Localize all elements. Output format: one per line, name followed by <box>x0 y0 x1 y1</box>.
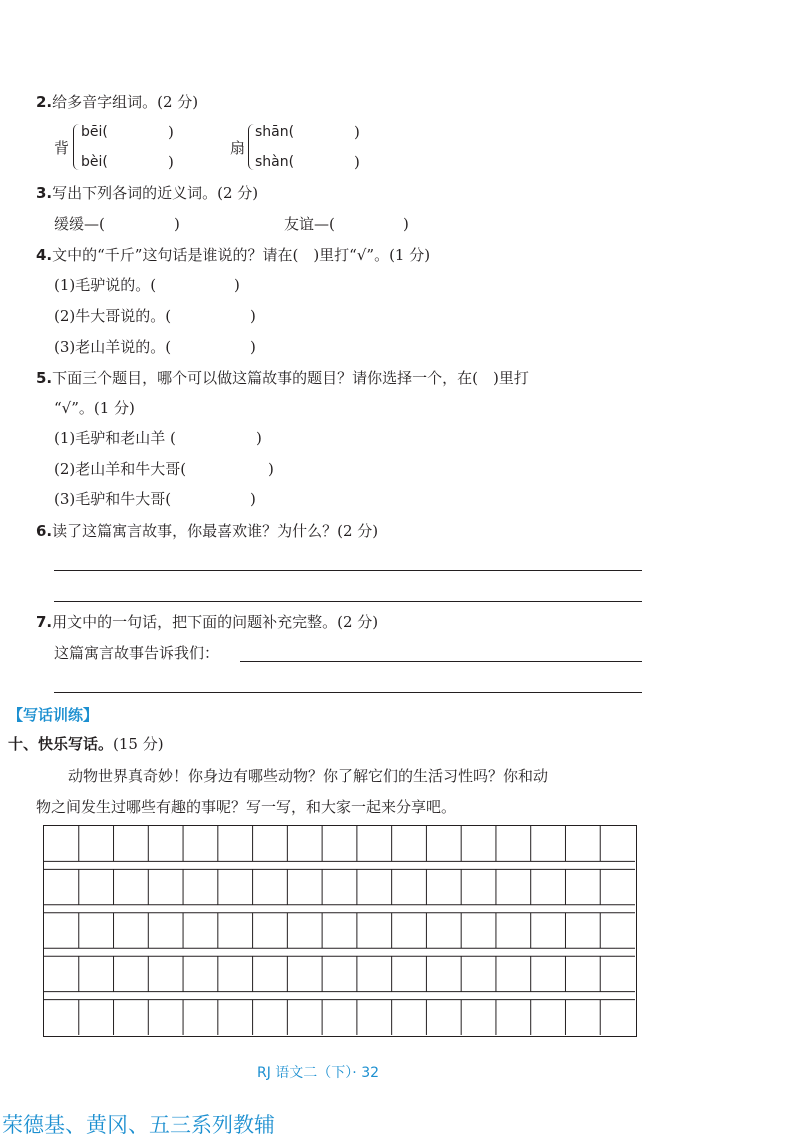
q2-char2-reading2: shàn( <box>255 154 295 170</box>
q5-text-line2: “√”。(1 分) <box>54 399 135 417</box>
section-prompt-line2: 物之间发生过哪些有趣的事呢？写一写，和大家一起来分享吧。 <box>36 798 457 816</box>
q5-option-3: (3)毛驴和牛大哥( <box>54 490 172 508</box>
q4-close-3: ) <box>250 338 256 356</box>
q3-text: 写出下列各词的近义词。(2 分) <box>52 184 259 202</box>
q2-brace-2 <box>248 124 255 170</box>
q2-text: 给多音字组词。(2 分) <box>52 93 199 111</box>
q4-close-2: ) <box>250 307 256 325</box>
section-tag: 【写话训练】 <box>8 706 99 724</box>
q5-close-1: ) <box>256 429 262 447</box>
q3-number: 3. <box>36 184 53 202</box>
q5-text-line1: 下面三个题目，哪个可以做这篇故事的题目？请你选择一个，在( )里打 <box>52 369 529 387</box>
q7-text: 用文中的一句话，把下面的问题补充完整。(2 分) <box>52 613 379 631</box>
q6-prompt <box>36 521 378 541</box>
q3-word1: 缓缓—( <box>54 215 105 233</box>
q5-prompt <box>36 368 529 388</box>
q4-option-1: (1)毛驴说的。( <box>54 276 157 294</box>
section-title-text: 十、快乐写话。 <box>8 735 114 753</box>
q5-close-3: ) <box>250 490 256 508</box>
q2-close-1: ) <box>168 123 174 141</box>
q2-char2-reading1: shān( <box>255 124 295 140</box>
q4-prompt <box>36 245 430 265</box>
q3-word2: 友谊—( <box>284 215 335 233</box>
q4-text: 文中的“千斤”这句话是谁说的？请在( )里打“√”。(1 分) <box>52 246 431 264</box>
q2-number: 2. <box>36 93 53 111</box>
q4-option-3: (3)老山羊说的。( <box>54 338 172 356</box>
q2-close-4: ) <box>354 153 360 171</box>
q3-close-2: ) <box>403 215 409 233</box>
section-score: (15 分) <box>113 735 164 753</box>
q7-number: 7. <box>36 613 53 631</box>
q6-answer-line-1[interactable] <box>54 570 642 571</box>
q2-char1-reading1: bēi( <box>81 124 108 140</box>
q2-brace-1 <box>73 124 80 170</box>
q6-text: 读了这篇寓言故事，你最喜欢谁？为什么？(2 分) <box>52 522 379 540</box>
q2-char1: 背 <box>54 139 70 157</box>
q5-option-2: (2)老山羊和牛大哥( <box>54 460 187 478</box>
q3-prompt <box>36 183 258 203</box>
q5-close-2: ) <box>268 460 274 478</box>
q2-char2: 扇 <box>230 139 246 157</box>
q5-option-1: (1)毛驴和老山羊 ( <box>54 429 176 447</box>
brand-footer: 荣德基、黄冈、五三系列教辅 <box>2 1113 275 1137</box>
q4-option-2: (2)牛大哥说的。( <box>54 307 172 325</box>
q4-close-1: ) <box>234 276 240 294</box>
q2-close-2: ) <box>168 153 174 171</box>
q2-char1-reading2: bèi( <box>81 154 108 170</box>
section-title <box>8 734 164 754</box>
q7-answer-line-1[interactable] <box>240 661 642 662</box>
q6-answer-line-2[interactable] <box>54 601 642 602</box>
q6-number: 6. <box>36 522 53 540</box>
q4-number: 4. <box>36 246 53 264</box>
q2-close-3: ) <box>354 123 360 141</box>
q3-close-1: ) <box>174 215 180 233</box>
q7-answer-line-2[interactable] <box>54 692 642 693</box>
writing-grid[interactable] <box>43 825 637 1037</box>
q2-prompt <box>36 92 198 112</box>
section-prompt-line1: 动物世界真奇妙！你身边有哪些动物？你了解它们的生活习性吗？你和动 <box>68 767 549 785</box>
writing-grid-lines <box>44 826 635 1035</box>
q5-number: 5. <box>36 369 53 387</box>
page-number: RJ 语文二（下）· 32 <box>257 1065 380 1081</box>
q7-prompt <box>36 612 378 632</box>
q7-fill-prompt: 这篇寓言故事告诉我们： <box>54 644 220 662</box>
